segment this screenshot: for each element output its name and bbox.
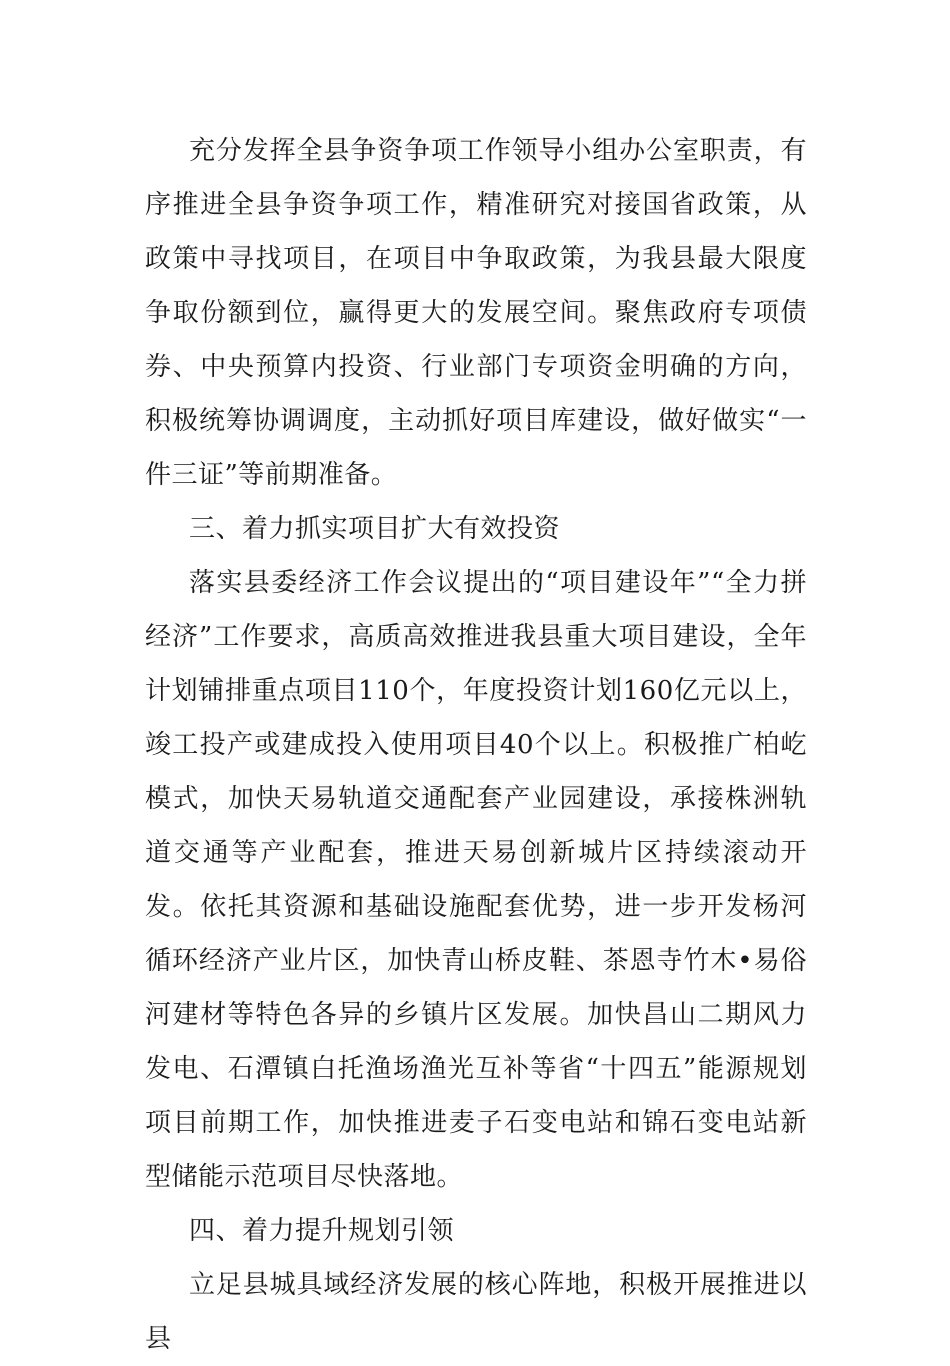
document-body: [145, 124, 807, 1366]
section-heading-3: 三、着力抓实项目扩大有效投资: [189, 514, 561, 544]
paragraph-section-3: 落实县委经济工作会议提出的“项目建设年”“全力拼经济”工作要求，高质高效推进我县重大项目建设，全年计划铺排重点项目110个，年度投资计划160亿元以上，竣工投产或建成投入使用项目40个以上。积极推广柏屹模式，加快天易轨道交通配套产业园建设，承接株洲轨道交通等产业配套，推进天易创新城片区持续滚动开发。依托其资源和基础设施配套优势，进一步开发杨河循环经济产业片区，加快青山桥皮鞋、茶恩寺竹木•易俗河建材等特色各异的乡镇片区发展。加快昌山二期风力发电、石潭镇白托渔场渔光互补等省“十四五”能源规划项目前期工作，加快推进麦子石变电站和锦石变电站新型储能示范项目尽快落地。: [145, 568, 807, 1192]
paragraph-intro: 充分发挥全县争资争项工作领导小组办公室职责，有序推进全县争资争项工作，精准研究对接国省政策，从政策中寻找项目，在项目中争取政策，为我县最大限度争取份额到位，赢得更大的发展空间。聚焦政府专项债券、中央预算内投资、行业部门专项资金明确的方向，积极统筹协调调度，主动抓好项目库建设，做好做实“一件三证”等前期准备。: [145, 136, 807, 490]
paragraph-section-4: 立足县城具域经济发展的核心阵地，积极开展推进以县: [145, 1270, 807, 1354]
section-heading-4: 四、着力提升规划引领: [189, 1216, 455, 1246]
